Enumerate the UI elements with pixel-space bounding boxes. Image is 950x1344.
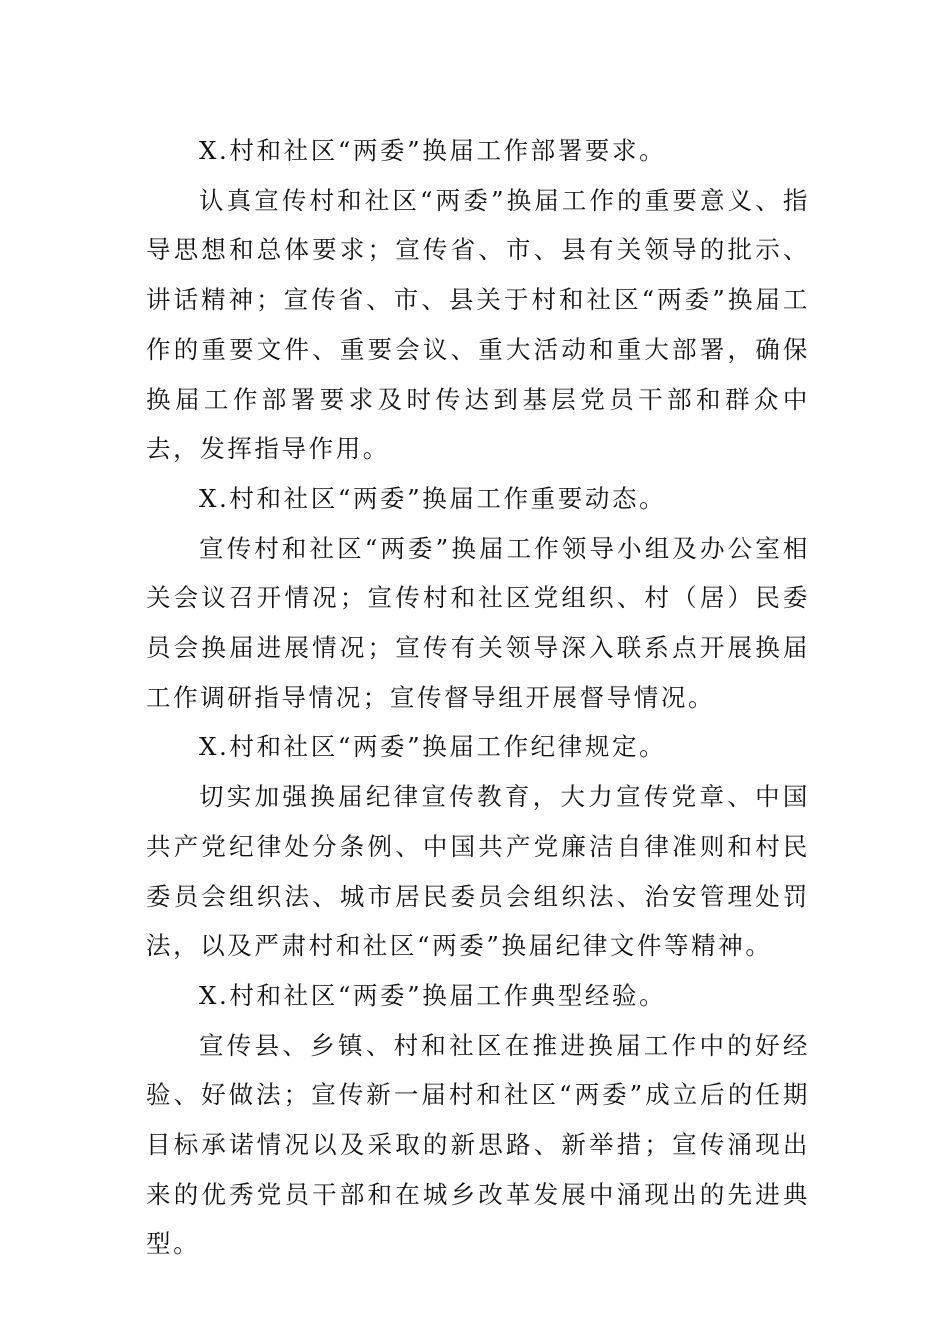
section-3-paragraph: 切实加强换届纪律宣传教育，大力宣传党章、中国共产党纪律处分条例、中国共产党廉洁自律准则和村民委员会组织法、城市居民委员会组织法、治安管理处罚法，以及严肃村和社区“两委”换届纪律文件等精神。: [146, 782, 810, 961]
section-1-paragraph: 认真宣传村和社区“两委”换届工作的重要意义、指导思想和总体要求；宣传省、市、县有关领导的批示、讲话精神；宣传省、市、县关于村和社区“两委”换届工作的重要文件、重要会议、重大活动和重大部署，确保换届工作部署要求及时传达到基层党员干部和群众中去，发挥指导作用。: [146, 185, 810, 464]
section-3-heading: X.村和社区“两委”换届工作纪律规定。: [199, 732, 667, 762]
section-1-heading: X.村和社区“两委”换届工作部署要求。: [199, 136, 667, 165]
section-4-heading: X.村和社区“两委”换届工作典型经验。: [199, 980, 667, 1010]
document-body: [146, 126, 810, 1269]
section-4-paragraph: 宣传县、乡镇、村和社区在推进换届工作中的好经验、好做法；宣传新一届村和社区“两委”成立后的任期目标承诺情况以及采取的新思路、新举措；宣传涌现出来的优秀党员干部和在城乡改革发展中涌现出的先进典型。: [146, 1030, 810, 1259]
section-2-heading: X.村和社区“两委”换届工作重要动态。: [199, 483, 667, 513]
section-2-paragraph: 宣传村和社区“两委”换届工作领导小组及办公室相关会议召开情况；宣传村和社区党组织、村（居）民委员会换届进展情况；宣传有关领导深入联系点开展换届工作调研指导情况；宣传督导组开展督导情况。: [146, 533, 810, 712]
